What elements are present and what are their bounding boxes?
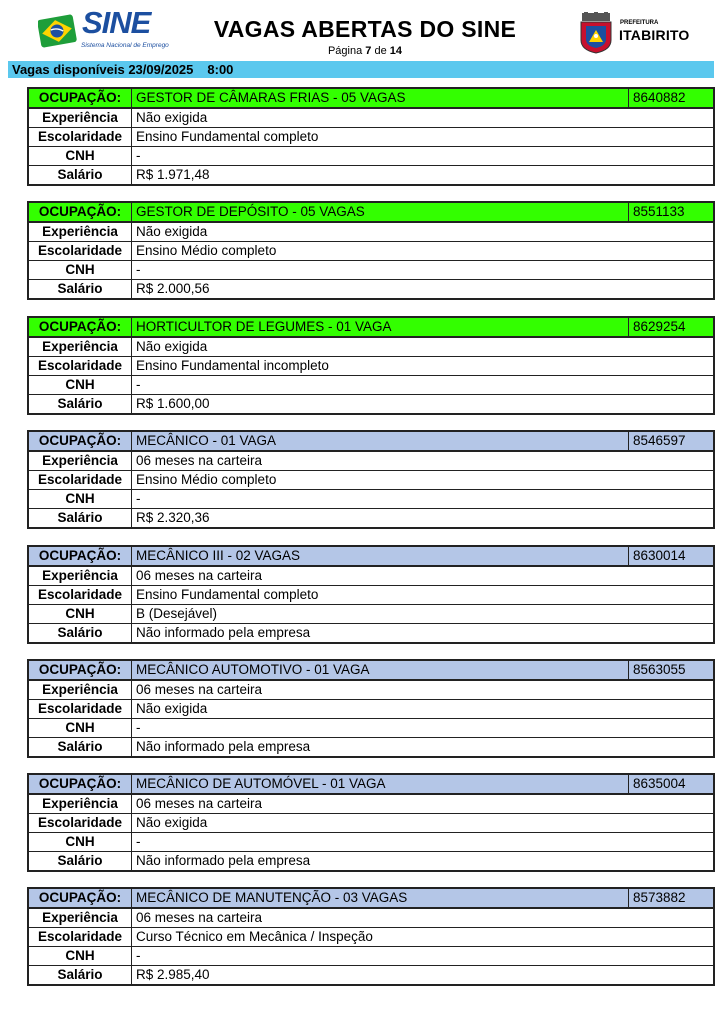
page-prefix: Página <box>327 45 363 57</box>
job-code: 8635004 <box>629 774 715 794</box>
salary-label: Salário <box>28 852 132 872</box>
occupation-label: OCUPAÇÃO: <box>28 774 132 794</box>
sine-logo-subtitle: Sistema Nacional de Emprego <box>81 42 169 49</box>
job-code: 8640882 <box>629 88 715 108</box>
education-value: Ensino Fundamental incompleto <box>132 357 715 376</box>
occupation-title: MECÂNICO III - 02 VAGAS <box>132 546 629 566</box>
education-value: Ensino Médio completo <box>132 471 715 490</box>
job-cnh-row <box>28 947 714 966</box>
education-label: Escolaridade <box>28 242 132 261</box>
job-experience-row <box>28 908 714 928</box>
salary-label: Salário <box>28 395 132 415</box>
cnh-value: B (Desejável) <box>132 605 715 624</box>
salary-label: Salário <box>28 738 132 758</box>
cnh-value: - <box>132 947 715 966</box>
date-time: 8:00 <box>207 62 234 77</box>
education-label: Escolaridade <box>28 357 132 376</box>
job-card <box>27 430 715 529</box>
salary-value: Não informado pela empresa <box>132 624 715 644</box>
occupation-title: GESTOR DE CÂMARAS FRIAS - 05 VAGAS <box>132 88 629 108</box>
salary-value: R$ 2.000,56 <box>132 280 715 300</box>
occupation-label: OCUPAÇÃO: <box>28 88 132 108</box>
job-experience-row <box>28 222 714 242</box>
job-experience-row <box>28 680 714 700</box>
occupation-title: GESTOR DE DEPÓSITO - 05 VAGAS <box>132 202 629 222</box>
cnh-label: CNH <box>28 605 132 624</box>
job-code: 8551133 <box>629 202 715 222</box>
job-card <box>27 87 715 186</box>
job-salary-row <box>28 738 714 758</box>
salary-label: Salário <box>28 166 132 186</box>
cnh-label: CNH <box>28 719 132 738</box>
experience-label: Experiência <box>28 451 132 471</box>
job-card <box>27 316 715 415</box>
experience-value: 06 meses na carteira <box>132 908 715 928</box>
experience-label: Experiência <box>28 222 132 242</box>
cnh-label: CNH <box>28 490 132 509</box>
job-education-row <box>28 814 714 833</box>
salary-value: R$ 1.971,48 <box>132 166 715 186</box>
salary-value: R$ 2.320,36 <box>132 509 715 529</box>
job-salary-row <box>28 509 714 529</box>
job-education-row <box>28 242 714 261</box>
experience-label: Experiência <box>28 908 132 928</box>
cnh-value: - <box>132 833 715 852</box>
cnh-value: - <box>132 261 715 280</box>
brazil-flag-icon <box>38 13 78 49</box>
job-code: 8629254 <box>629 317 715 337</box>
job-card <box>27 659 715 758</box>
job-education-row <box>28 357 714 376</box>
page-number <box>190 45 540 57</box>
prefeitura-logo <box>577 12 692 54</box>
job-card <box>27 201 715 300</box>
job-code: 8563055 <box>629 660 715 680</box>
prefeitura-city: ITABIRITO <box>619 27 690 43</box>
page-total: 14 <box>389 45 403 57</box>
experience-label: Experiência <box>28 337 132 357</box>
job-experience-row <box>28 566 714 586</box>
salary-label: Salário <box>28 966 132 986</box>
job-code: 8573882 <box>629 888 715 908</box>
job-occupation-row <box>28 774 714 794</box>
job-experience-row <box>28 108 714 128</box>
salary-value: Não informado pela empresa <box>132 852 715 872</box>
experience-label: Experiência <box>28 680 132 700</box>
job-education-row <box>28 700 714 719</box>
job-occupation-row <box>28 431 714 451</box>
cnh-label: CNH <box>28 376 132 395</box>
job-cnh-row <box>28 490 714 509</box>
education-label: Escolaridade <box>28 128 132 147</box>
occupation-label: OCUPAÇÃO: <box>28 317 132 337</box>
salary-value: Não informado pela empresa <box>132 738 715 758</box>
job-cnh-row <box>28 376 714 395</box>
salary-label: Salário <box>28 509 132 529</box>
experience-value: Não exigida <box>132 222 715 242</box>
job-education-row <box>28 586 714 605</box>
job-code: 8630014 <box>629 546 715 566</box>
job-education-row <box>28 928 714 947</box>
experience-value: 06 meses na carteira <box>132 566 715 586</box>
salary-label: Salário <box>28 280 132 300</box>
job-occupation-row <box>28 88 714 108</box>
job-occupation-row <box>28 546 714 566</box>
occupation-label: OCUPAÇÃO: <box>28 546 132 566</box>
job-experience-row <box>28 451 714 471</box>
job-salary-row <box>28 966 714 986</box>
education-value: Curso Técnico em Mecânica / Inspeção <box>132 928 715 947</box>
job-cnh-row <box>28 833 714 852</box>
education-value: Não exigida <box>132 700 715 719</box>
education-value: Ensino Fundamental completo <box>132 128 715 147</box>
experience-value: 06 meses na carteira <box>132 680 715 700</box>
date-label: Vagas disponíveis 23/09/2025 <box>12 62 194 77</box>
city-coat-of-arms-icon <box>577 12 615 54</box>
education-label: Escolaridade <box>28 586 132 605</box>
education-value: Não exigida <box>132 814 715 833</box>
job-code: 8546597 <box>629 431 715 451</box>
salary-value: R$ 1.600,00 <box>132 395 715 415</box>
job-salary-row <box>28 166 714 186</box>
page-separator: de <box>374 45 387 57</box>
occupation-label: OCUPAÇÃO: <box>28 660 132 680</box>
job-salary-row <box>28 280 714 300</box>
job-occupation-row <box>28 888 714 908</box>
sine-logo <box>38 5 169 53</box>
job-cnh-row <box>28 147 714 166</box>
education-label: Escolaridade <box>28 928 132 947</box>
cnh-value: - <box>132 719 715 738</box>
salary-value: R$ 2.985,40 <box>132 966 715 986</box>
experience-value: Não exigida <box>132 337 715 357</box>
experience-label: Experiência <box>28 794 132 814</box>
experience-value: 06 meses na carteira <box>132 451 715 471</box>
job-cnh-row <box>28 605 714 624</box>
job-experience-row <box>28 794 714 814</box>
experience-value: 06 meses na carteira <box>132 794 715 814</box>
education-label: Escolaridade <box>28 814 132 833</box>
job-card <box>27 887 715 986</box>
experience-label: Experiência <box>28 108 132 128</box>
job-occupation-row <box>28 660 714 680</box>
cnh-label: CNH <box>28 947 132 966</box>
experience-label: Experiência <box>28 566 132 586</box>
page-header <box>0 0 724 60</box>
cnh-value: - <box>132 147 715 166</box>
job-cnh-row <box>28 719 714 738</box>
occupation-title: MECÂNICO - 01 VAGA <box>132 431 629 451</box>
cnh-value: - <box>132 376 715 395</box>
date-bar <box>8 61 714 78</box>
sine-logo-word: SINE <box>82 5 151 40</box>
education-label: Escolaridade <box>28 700 132 719</box>
job-cnh-row <box>28 261 714 280</box>
education-value: Ensino Médio completo <box>132 242 715 261</box>
occupation-title: MECÂNICO DE MANUTENÇÃO - 03 VAGAS <box>132 888 629 908</box>
experience-value: Não exigida <box>132 108 715 128</box>
job-salary-row <box>28 395 714 415</box>
job-education-row <box>28 471 714 490</box>
job-education-row <box>28 128 714 147</box>
job-experience-row <box>28 337 714 357</box>
job-occupation-row <box>28 202 714 222</box>
education-label: Escolaridade <box>28 471 132 490</box>
job-salary-row <box>28 852 714 872</box>
prefeitura-label: PREFEITURA <box>620 20 659 26</box>
cnh-label: CNH <box>28 147 132 166</box>
cnh-value: - <box>132 490 715 509</box>
cnh-label: CNH <box>28 833 132 852</box>
job-occupation-row <box>28 317 714 337</box>
occupation-label: OCUPAÇÃO: <box>28 888 132 908</box>
job-card <box>27 773 715 872</box>
occupation-title: MECÂNICO AUTOMOTIVO - 01 VAGA <box>132 660 629 680</box>
occupation-label: OCUPAÇÃO: <box>28 431 132 451</box>
occupation-title: HORTICULTOR DE LEGUMES - 01 VAGA <box>132 317 629 337</box>
page-title: VAGAS ABERTAS DO SINE <box>213 16 517 42</box>
page-current: 7 <box>365 45 372 57</box>
occupation-title: MECÂNICO DE AUTOMÓVEL - 01 VAGA <box>132 774 629 794</box>
cnh-label: CNH <box>28 261 132 280</box>
job-salary-row <box>28 624 714 644</box>
salary-label: Salário <box>28 624 132 644</box>
education-value: Ensino Fundamental completo <box>132 586 715 605</box>
occupation-label: OCUPAÇÃO: <box>28 202 132 222</box>
job-card <box>27 545 715 644</box>
